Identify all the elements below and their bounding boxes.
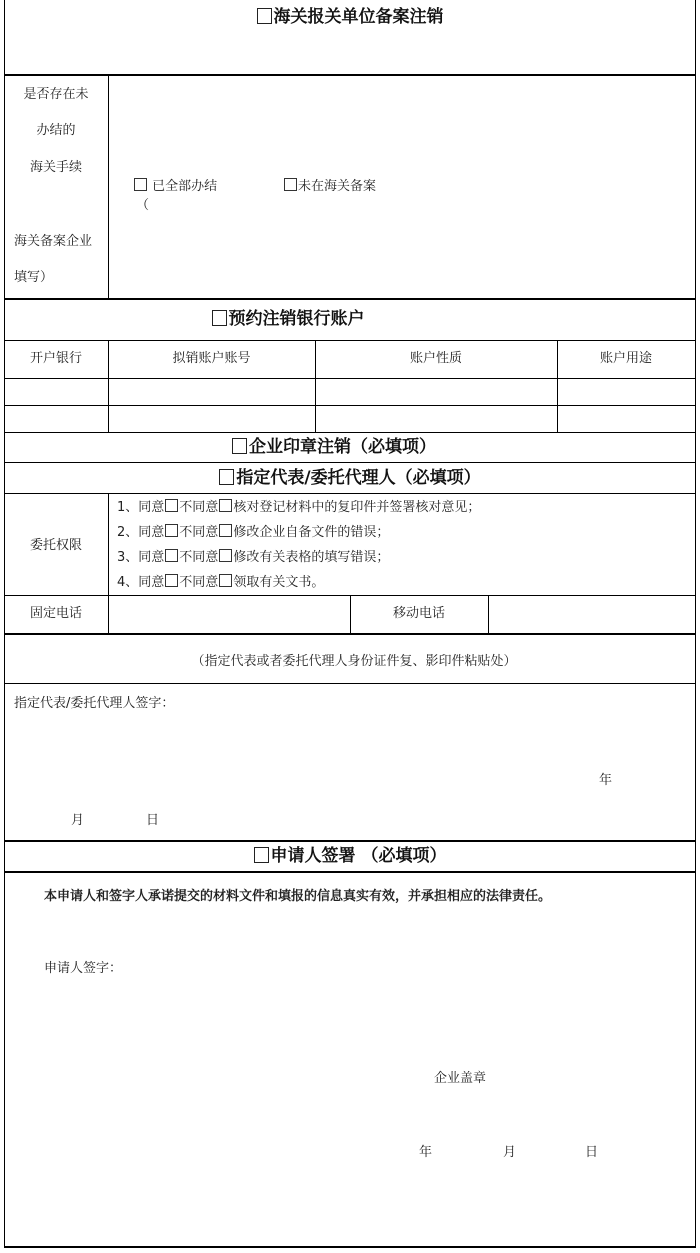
checkbox-icon[interactable] bbox=[232, 438, 247, 454]
checkbox-icon[interactable] bbox=[134, 178, 147, 191]
authority-item: 1、同意 不同意 核对登记材料中的复印件并签署核对意见； bbox=[117, 500, 481, 515]
rule bbox=[4, 298, 696, 300]
rule bbox=[4, 840, 696, 842]
bank-header-account-type: 账户性质 bbox=[409, 351, 462, 366]
applicant-date-month: 月 bbox=[503, 1145, 517, 1160]
agent-date-day: 日 bbox=[146, 813, 160, 828]
checkbox-icon[interactable] bbox=[165, 499, 178, 512]
applicant-date-year: 年 bbox=[419, 1145, 433, 1160]
checkbox-icon[interactable] bbox=[219, 574, 232, 587]
border-left bbox=[4, 0, 5, 1248]
company-seal-label: 企业盖章 bbox=[434, 1071, 487, 1086]
authority-item: 3、同意 不同意 修改有关表格的填写错误； bbox=[117, 550, 390, 565]
bank-header-account-use: 账户用途 bbox=[599, 351, 652, 366]
applicant-pledge: 本申请人和签字人承诺提交的材料文件和填报的信息真实有效，并承担相应的法律责任。 bbox=[44, 889, 552, 904]
mobile-field[interactable] bbox=[490, 597, 693, 631]
section-heading-applicant: 申请人签署 （必填项） bbox=[4, 846, 696, 866]
rule bbox=[4, 633, 696, 635]
col-divider bbox=[108, 493, 109, 633]
option-all-completed[interactable]: 已全部办结 bbox=[133, 178, 217, 195]
customs-question-line: 办结的 bbox=[36, 123, 76, 138]
section-heading-bank-cancel: 预约注销银行账户 bbox=[4, 309, 572, 329]
agent-signature-label: 指定代表/委托代理人签字： bbox=[14, 696, 175, 711]
authority-scope-label: 委托权限 bbox=[29, 538, 82, 553]
rule bbox=[4, 871, 696, 873]
checkbox-icon[interactable] bbox=[254, 847, 269, 863]
landline-label: 固定电话 bbox=[29, 606, 82, 621]
section-heading-customs-cancel: 海关报关单位备案注销 bbox=[4, 7, 696, 27]
id-paste-area: （指定代表或者委托代理人身份证件复、影印件粘贴处） bbox=[191, 654, 517, 669]
open-paren: （ bbox=[136, 198, 150, 213]
customs-question-line: 是否存在未 bbox=[23, 87, 89, 102]
rule bbox=[4, 432, 696, 433]
bank-header-account-number: 拟销账户账号 bbox=[172, 351, 251, 366]
mobile-label: 移动电话 bbox=[392, 606, 445, 621]
rule bbox=[4, 462, 696, 463]
checkbox-icon[interactable] bbox=[165, 524, 178, 537]
checkbox-icon[interactable] bbox=[257, 8, 272, 24]
rule bbox=[4, 683, 696, 684]
option-not-registered[interactable]: 未在海关备案 bbox=[283, 178, 376, 195]
authority-item: 2、同意 不同意 修改企业自备文件的错误； bbox=[117, 525, 390, 540]
section-heading-agent: 指定代表/委托代理人（必填项） bbox=[4, 468, 696, 488]
landline-field[interactable] bbox=[110, 597, 348, 631]
agent-date-year: 年 bbox=[599, 773, 613, 788]
agent-date-month: 月 bbox=[71, 813, 85, 828]
checkbox-icon[interactable] bbox=[219, 469, 234, 485]
checkbox-icon[interactable] bbox=[212, 310, 227, 326]
customs-question-line: 海关手续 bbox=[29, 160, 82, 175]
bank-header-bank: 开户银行 bbox=[29, 351, 82, 366]
checkbox-icon[interactable] bbox=[219, 524, 232, 537]
section-heading-seal-cancel: 企业印章注销（必填项） bbox=[4, 437, 664, 457]
applicant-signature-label: 申请人签字： bbox=[44, 961, 123, 976]
checkbox-icon[interactable] bbox=[165, 574, 178, 587]
checkbox-icon[interactable] bbox=[284, 178, 297, 191]
checkbox-icon[interactable] bbox=[219, 499, 232, 512]
authority-item: 4、同意 不同意 领取有关文书。 bbox=[117, 575, 325, 590]
customs-question-note: 海关备案企业 bbox=[14, 234, 93, 249]
rule bbox=[4, 1246, 696, 1248]
col-divider bbox=[488, 595, 489, 633]
checkbox-icon[interactable] bbox=[219, 549, 232, 562]
applicant-date-day: 日 bbox=[585, 1145, 599, 1160]
checkbox-icon[interactable] bbox=[165, 549, 178, 562]
customs-question-note: 填写） bbox=[14, 270, 54, 285]
border-right bbox=[695, 0, 696, 1248]
col-divider bbox=[108, 76, 109, 298]
